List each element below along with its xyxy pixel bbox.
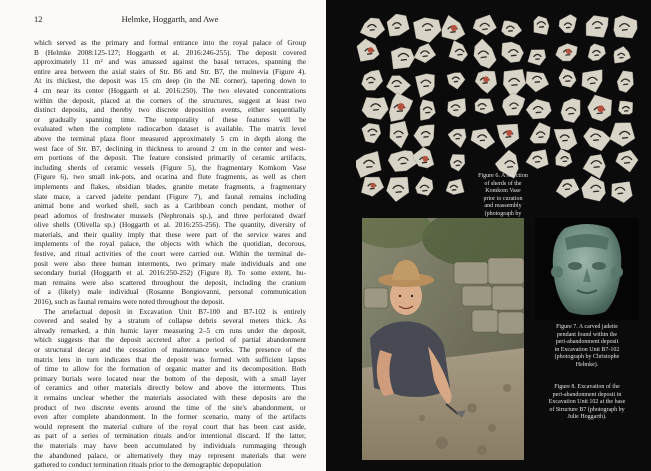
caption-line: Julie Hoggarth). [567,414,607,421]
body-line: as part of a series of termination rituals and/or intentional discard. If the latter, [34,431,306,441]
body-line: or gradually spanning time. The temporality of these features will be [34,114,306,124]
sherd [502,42,524,63]
caption-line: Figure 7. A carved jadeite [556,324,618,330]
figure-7-jadeite-pendant-photo [535,218,639,320]
page-number: 12 [34,14,43,24]
sherd [534,16,549,35]
sherd [614,16,638,39]
body-line: secondary burial (Hoggarth et al. 2016:250-252) (Figure 8). To some extent, hu- [34,268,306,278]
sherd [610,123,635,147]
figure-8-caption [530,384,644,422]
sherd [360,18,385,38]
body-line: posit were also three human interments, two primary male individuals and one [34,258,306,268]
sherd [442,15,465,40]
caption-line: peri-abandonment deposit [555,339,619,346]
caption-line: and reassembly [484,203,522,210]
sherd [588,95,612,121]
sherd [475,71,497,94]
sherd [554,129,577,151]
body-line: pearl adornos of freshwater mussels (Nephronais sp.), and three perforated dwarf [34,210,306,220]
sherd [502,93,525,116]
sherd [448,129,466,148]
body-line: within the deposit, placed at the corners of the structures, suggest at least two [34,95,306,105]
sherd [556,179,579,198]
caption-line: in Excavation Unit B7-102 [554,346,620,353]
body-line: matrix lens in turn indicates that the deposit was formed with sufficient lapses [34,354,306,364]
sherd [415,177,433,196]
body-line: covered and sealed by a stratum of collapse debris several meters thick. As [34,316,306,326]
caption-line: of Structure B7 (photograph by [549,406,625,413]
sherd [556,149,573,167]
body-line: even after complete abandonment. In the former scenario, many of the artifacts [34,412,306,422]
sherd [582,70,602,93]
sherd [386,76,411,97]
body-line: The artefactual deposit in Excavation Unit B7-100 and B7-102 is entirely [44,306,306,316]
body-line: implements and flakes, obsidian blades, granite metate fragments, a fragmentary [34,181,306,191]
body-line: distinct deposits, and thereby two discrete deposition events, either sequentially [34,105,306,115]
sherd [583,128,610,151]
caption-line: Figure 8. Excavation of the [554,384,620,390]
body-line: ern portions of the deposit. The feature consisted primarily of ceramic artifacts, [34,153,306,163]
figure-8-excavation-photo [362,218,524,460]
sherd [361,177,384,196]
sherd [561,99,580,123]
sherd [387,14,410,36]
caption-line: Helmke). [575,361,599,368]
sherd [526,99,551,119]
caption-line: Figure 6. A selection [478,173,528,179]
sherd [446,179,464,195]
body-line: gathered to conduct termination rituals prior to the demographic depopulation [34,460,262,470]
body-line: man remains were also scattered throughout the deposit, including the cranium [34,277,306,287]
sherd [618,101,632,114]
sherd [357,39,380,62]
jadeite-pendant-image [535,218,639,320]
sherd [475,99,494,114]
body-line: including sherds of ceramic vessels (Figure 5), the fragmentary Komkom Vase [34,162,306,172]
sherd [559,14,577,32]
body-line: entire area between the axial stairs of Str. B6 and Str. B7, the mulnevia (Figure 4). [34,66,306,76]
sherd [588,44,606,61]
figure-7-caption [532,324,642,370]
sherd [448,98,466,117]
right-page [326,0,651,471]
body-line: of time to allow for the formation of organic matter and its decomposition. Both [34,364,306,374]
sherd [526,150,549,169]
body-line: olive shells (Olivella sp.) (Hoggarth et al. 2016:255-256). The quantity, diversity of [34,220,306,230]
caption-line: Excavation Unit 102 at the base [548,399,626,406]
sherd [391,47,414,69]
sherd [386,177,409,202]
caption-line: (photograph by Christophe [554,354,620,361]
body-line: the materials may have been accumulated by individuals rummaging through [34,440,306,450]
caption-line: of sherds of the [484,180,522,187]
body-line: would represent the material culture of the royal court that has been cast aside, [34,421,306,431]
body-line: 4 cm near its center (Hoggarth et al. 2016:250). The two elevated concentrations [34,85,306,95]
body-line: 2016), such as faunal remains were noted throughout the deposit. [34,297,225,307]
body-line: festive, and ritual activities of the court were carried out. Within the terminal de- [34,249,306,259]
sherd [362,70,383,90]
sherd [474,39,497,69]
sherd [501,21,522,37]
body-text [34,38,306,470]
sherd [556,44,578,61]
sherd [583,154,606,178]
sherd [582,176,606,201]
body-line: already remarked, a thin humic layer measuring 2–5 cm runs under the deposit, [34,325,306,335]
sherd [362,123,381,143]
body-line: (Figure 6), two small ink-pots, and ocarina and flute fragments, as well as chert [34,172,306,182]
sherd [612,182,633,203]
sherd [526,72,549,93]
body-line: product of two discrete events around the time of the site's abandonment, or [34,402,306,412]
sherd [586,16,608,38]
body-line: primary burials were located near the bottom of the deposit, with a small layer [34,373,306,383]
sherd [617,71,633,93]
sherd [413,18,441,43]
sherd [388,150,417,171]
body-line: which served as the primary and formal entrance into the royal palace of Group [34,38,306,47]
body-line: west face of Str. B7, declining in thickness to around 2 cm in the center and west- [34,143,306,153]
sherd [414,43,436,63]
sherd [362,97,389,119]
body-line: B (Helmke 2008:125-127; Hoggarth et al. 2016:246-255). The deposit covered [34,47,306,57]
running-title: Helmke, Hoggarth, and Awe [121,14,219,24]
body-line: evaluated when the complete radiocarbon dataset is available. The matrix level [34,124,306,134]
body-line: it remains unclear whether the materials associated with these deposits are the [34,392,306,402]
sherd [420,100,436,121]
sherd [356,151,381,178]
sherd [471,129,495,149]
body-line: of a (likely) male individual (Rosanne Bongiovanni, personal communication [34,287,306,297]
caption-line: pendant found within the [556,331,618,338]
body-line: approximately 11 m² and was amassed against the basal terraces, spanning the [34,57,306,67]
body-line: slate mace, a carved jadeite pendant (Figure 7), and faunal remains including [34,191,306,201]
caption-line: Komkom Vase [485,188,521,195]
sherd [614,46,631,63]
sherd [415,74,434,98]
sherd [530,122,551,143]
body-line: or structural decay and the cessation of maintenance works. The presence of the [34,345,306,354]
excavation-image [362,218,524,460]
sherd [449,41,468,62]
sherd [414,125,435,147]
sherd [497,124,519,148]
caption-line: prior to curation [483,195,523,202]
sherd [473,15,497,35]
body-line: animal bone and worked shell, such as a Caribbean conch pendant, mother of [34,201,306,211]
body-line: At its thickest, the deposit was 15 cm deep (in the NE corner), tapering down to [34,76,306,86]
sherd [616,150,639,172]
sherd [390,121,409,148]
sherd [528,50,546,66]
sherd [559,69,577,88]
body-line: implements of the royal palace, the objects with which the quotidian, decorous, [34,239,306,249]
sherd [447,73,465,90]
body-line: of ceramics and other materials directly below and above the interments. Thus [34,383,306,393]
caption-line: (photograph by [484,210,522,217]
body-line: which suggests that the deposit accreted after a period of partial abandonment [34,335,306,345]
body-line: the abandoned palace, or alternatively they may represent materials that were [34,450,306,460]
caption-line: peri-abandonment deposit in [552,391,622,398]
sherd [450,154,465,171]
running-head [34,14,306,26]
sherd [412,147,434,168]
body-line: above the terminal plaza floor measured approximately 5 cm in depth along the [34,133,306,143]
body-line: materials, and their quality imply that these were part of the service wares and [34,229,306,239]
sherd [389,93,413,122]
